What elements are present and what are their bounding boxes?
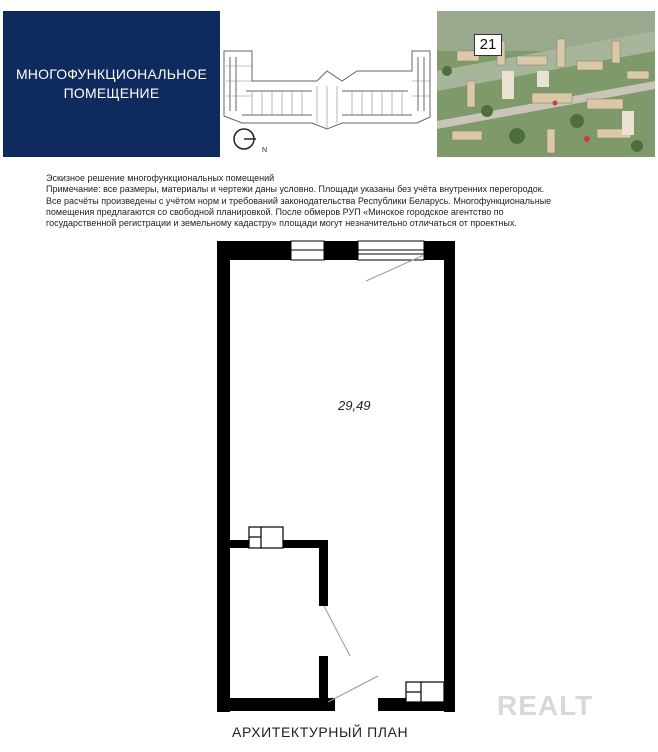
outer-walls: [217, 241, 455, 712]
shaft-unit-right: [406, 682, 444, 702]
title-line-2: ПОМЕЩЕНИЕ: [63, 85, 160, 101]
bathroom-door-swing: [324, 606, 350, 656]
plan-caption: АРХИТЕКТУРНЫЙ ПЛАН: [232, 724, 409, 740]
watermark-logo: REALT: [497, 690, 594, 721]
notes-line-2: Примечание: все размеры, материалы и чертежи даны условно. Площади указаны без учёта внутренних перегородок.: [46, 184, 545, 195]
notes-line-5: государственной регистрации и земельному кадастру» площади могут незначительно отличаться от проектных.: [46, 218, 517, 229]
notes-line-4: помещения предлагаются со свободной планировкой. После обмеров РУП «Минское городское агентство по: [46, 206, 504, 217]
entry-door-swing: [328, 676, 378, 702]
title-line-1: МНОГОФУНКЦИОНАЛЬНОЕ: [15, 66, 208, 82]
building-number-badge: 21: [474, 34, 502, 56]
window: [291, 241, 424, 260]
balcony-door-swing: [366, 255, 424, 281]
compass-letter: N: [262, 147, 268, 154]
room-area: 29,49: [338, 398, 371, 413]
bathroom-walls: [230, 540, 328, 701]
notes-line-3: Все расчёты произведены с учётом норм и требований законодательства Республики Беларусь. Многофункциональные: [46, 195, 552, 206]
notes-line-1: Эскизное решение многофункциональных помещений: [46, 173, 275, 183]
shaft-unit-left: [249, 527, 283, 548]
